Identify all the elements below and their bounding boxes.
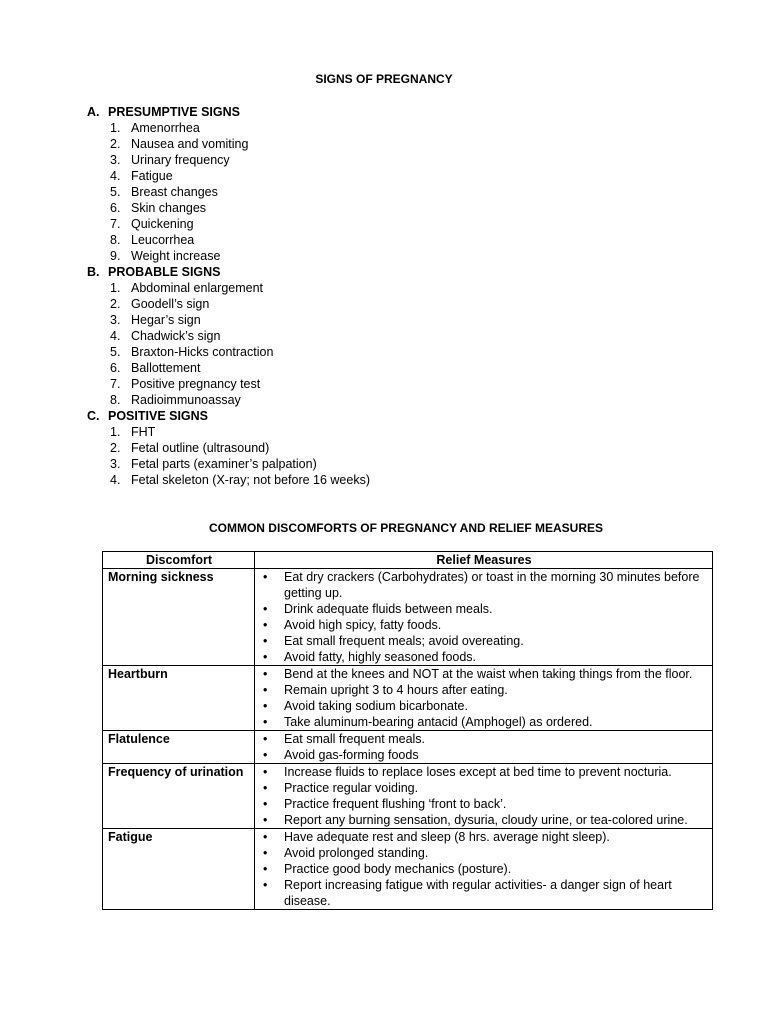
table-row [103,666,713,731]
section-letter: B. [87,265,100,279]
section-heading-text: POSITIVE SIGNS [108,409,209,423]
bullet-icon: • [263,862,268,876]
bullet-icon: • [263,570,268,584]
bullet-icon: • [263,602,268,616]
discomfort-cell: Flatulence [103,731,255,764]
list-item-number: 1. [110,121,121,135]
measure-text: Remain upright 3 to 4 hours after eating. [284,683,508,697]
list-item [260,633,708,649]
list-item [260,829,708,845]
list-item [87,344,687,360]
measure-text: Avoid taking sodium bicarbonate. [284,699,468,713]
list-item [260,861,708,877]
list-item-number: 8. [110,233,121,247]
list-item-label: Positive pregnancy test [131,377,261,391]
list-item-number: 3. [110,457,121,471]
list-item [87,376,687,392]
list-item [87,296,687,312]
list-item-number: 4. [110,329,121,343]
list-item-label: Ballottement [131,361,201,375]
list-item [260,569,708,601]
list-item-number: 9. [110,249,121,263]
list-item-number: 7. [110,377,121,391]
list-item-number: 8. [110,393,121,407]
relief-measures-cell [255,569,713,666]
measure-text: Practice frequent flushing ‘front to back’. [284,797,507,811]
section-heading [87,264,687,280]
list-item [87,200,687,216]
list-item-number: 3. [110,153,121,167]
header-relief-measures: Relief Measures [255,552,713,569]
bullet-icon: • [263,683,268,697]
list-item [87,120,687,136]
list-item [260,780,708,796]
table-title: COMMON DISCOMFORTS OF PREGNANCY AND RELIEF MEASURES [208,521,603,535]
bullet-icon: • [263,813,268,827]
list-item [87,184,687,200]
list-item-number: 6. [110,361,121,375]
section-heading-text: PROBABLE SIGNS [108,265,221,279]
list-item [260,617,708,633]
list-item [87,328,687,344]
discomfort-cell: Heartburn [103,666,255,731]
list-item [87,312,687,328]
header-discomfort: Discomfort [103,552,255,569]
list-item-label: Skin changes [131,201,207,215]
measure-text: Avoid fatty, highly seasoned foods. [284,650,477,664]
bullet-icon: • [263,878,268,892]
measure-text: Avoid gas-forming foods [284,748,419,762]
list-item-label: Fetal parts (examiner’s palpation) [131,457,317,471]
list-item [260,714,708,730]
table-body [103,569,713,910]
list-item [260,796,708,812]
measures-list [260,764,708,828]
discomfort-cell: Morning sickness [103,569,255,666]
list-item-label: Goodell’s sign [131,297,210,311]
list-item-label: Nausea and vomiting [131,137,249,151]
list-item-number: 6. [110,201,121,215]
signs-of-pregnancy-list [87,104,687,488]
list-item-label: Weight increase [131,249,221,263]
list-item-number: 1. [110,281,121,295]
list-item-label: Hegar’s sign [131,313,201,327]
list-item [260,698,708,714]
relief-measures-cell [255,666,713,731]
bullet-icon: • [263,781,268,795]
list-item [87,280,687,296]
measure-text: Eat dry crackers (Carbohydrates) or toast in the morning 30 minutes before getting up. [284,570,700,600]
measure-text: Avoid high spicy, fatty foods. [284,618,442,632]
section-heading [87,104,687,120]
list-item [87,248,687,264]
list-item-label: Chadwick’s sign [131,329,221,343]
sign-list [87,120,687,264]
bullet-icon: • [263,748,268,762]
list-item [260,845,708,861]
list-item [260,682,708,698]
list-item-label: Amenorrhea [131,121,200,135]
measure-text: Report any burning sensation, dysuria, cloudy urine, or tea-colored urine. [284,813,688,827]
measure-text: Have adequate rest and sleep (8 hrs. average night sleep). [284,830,610,844]
relief-measures-cell [255,731,713,764]
bullet-icon: • [263,765,268,779]
list-item-label: Quickening [131,217,194,231]
document-title: SIGNS OF PREGNANCY [315,72,453,86]
bullet-icon: • [263,650,268,664]
measure-text: Avoid prolonged standing. [284,846,429,860]
list-item [87,168,687,184]
list-item [260,601,708,617]
bullet-icon: • [263,634,268,648]
section-heading-text: PRESUMPTIVE SIGNS [108,105,240,119]
bullet-icon: • [263,667,268,681]
list-item [87,136,687,152]
list-item [87,456,687,472]
measures-list [260,829,708,909]
discomfort-cell: Fatigue [103,829,255,910]
measure-text: Increase fluids to replace loses except at bed time to prevent nocturia. [284,765,672,779]
measure-text: Eat small frequent meals. [284,732,426,746]
table-row [103,829,713,910]
list-item-number: 2. [110,441,121,455]
list-item-label: Braxton-Hicks contraction [131,345,274,359]
list-item-number: 7. [110,217,121,231]
table-row [103,764,713,829]
list-item [260,812,708,828]
discomforts-table [102,551,713,910]
measure-text: Practice regular voiding. [284,781,419,795]
list-item-number: 2. [110,137,121,151]
list-item-number: 2. [110,297,121,311]
table-row [103,569,713,666]
list-item [87,152,687,168]
list-item-label: Fetal outline (ultrasound) [131,441,270,455]
sign-list [87,424,687,488]
bullet-icon: • [263,846,268,860]
list-item-label: Urinary frequency [131,153,230,167]
measures-list [260,666,708,730]
list-item [260,747,708,763]
sign-list [87,280,687,408]
list-item [87,472,687,488]
relief-measures-cell [255,764,713,829]
list-item-number: 5. [110,345,121,359]
list-item-label: Abdominal enlargement [131,281,264,295]
list-item [260,877,708,909]
list-item-label: FHT [131,425,156,439]
bullet-icon: • [263,797,268,811]
list-item [260,764,708,780]
list-item-label: Breast changes [131,185,218,199]
list-item [260,731,708,747]
measure-text: Drink adequate fluids between meals. [284,602,493,616]
table-row [103,731,713,764]
list-item-number: 3. [110,313,121,327]
section-letter: C. [87,409,100,423]
list-item [87,360,687,376]
list-item [87,216,687,232]
list-item [260,666,708,682]
bullet-icon: • [263,830,268,844]
bullet-icon: • [263,732,268,746]
measure-text: Eat small frequent meals; avoid overeating. [284,634,524,648]
measure-text: Practice good body mechanics (posture). [284,862,512,876]
list-item-number: 4. [110,169,121,183]
measures-list [260,731,708,763]
measure-text: Take aluminum-bearing antacid (Amphogel) as ordered. [284,715,593,729]
list-item-number: 4. [110,473,121,487]
list-item [260,649,708,665]
list-item-number: 5. [110,185,121,199]
list-item-label: Fetal skeleton (X-ray; not before 16 weeks) [131,473,371,487]
discomfort-cell: Frequency of urination [103,764,255,829]
list-item-label: Fatigue [131,169,173,183]
bullet-icon: • [263,618,268,632]
measure-text: Report increasing fatigue with regular activities- a danger sign of heart disease. [284,878,672,908]
measure-text: Bend at the knees and NOT at the waist when taking things from the floor. [284,667,693,681]
list-item-label: Radioimmunoassay [131,393,241,407]
table-header-row [103,552,713,569]
relief-measures-cell [255,829,713,910]
measures-list [260,569,708,665]
section-heading [87,408,687,424]
list-item [87,440,687,456]
list-item-label: Leucorrhea [131,233,195,247]
section-letter: A. [87,105,100,119]
list-item [87,392,687,408]
bullet-icon: • [263,715,268,729]
list-item [87,424,687,440]
list-item [87,232,687,248]
list-item-number: 1. [110,425,121,439]
bullet-icon: • [263,699,268,713]
